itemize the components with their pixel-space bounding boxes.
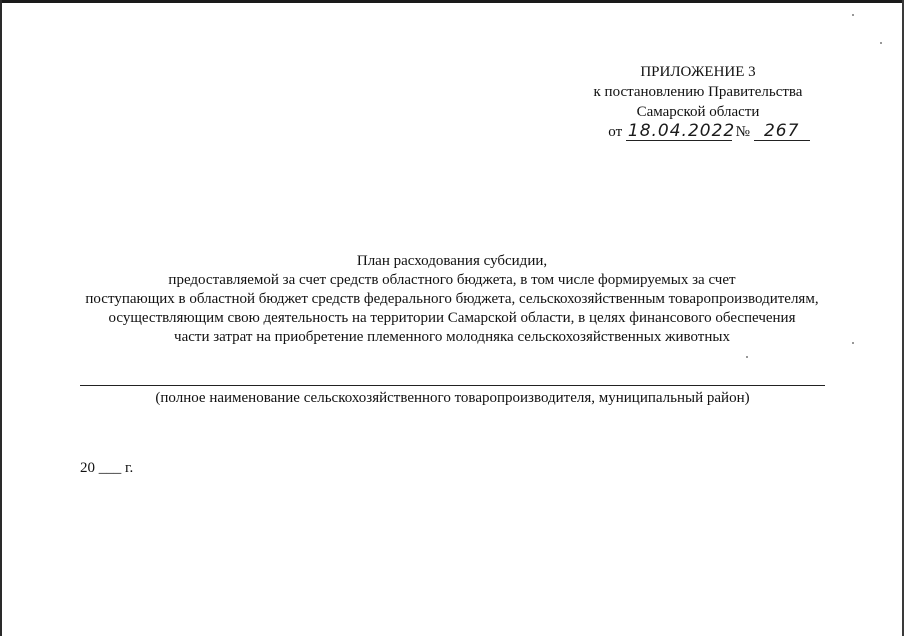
appendix-line-1: к постановлению Правительства — [593, 84, 803, 100]
plan-title-line-4: осуществляющим свою деятельность на территории Самарской области, в целях финансового обеспечения — [108, 310, 796, 326]
plan-title-line-3: поступающих в областной бюджет средств федерального бюджета, сельскохозяйственным товаропроизводителям, — [85, 291, 819, 307]
plan-title-line-1: План расходования субсидии, — [356, 253, 548, 269]
appendix-line-2: Самарской области — [636, 104, 760, 120]
scan-edge-top — [0, 0, 904, 3]
underline-caption: (полное наименование сельскохозяйственного товаропроизводителя, муниципальный район) — [155, 390, 750, 406]
handwritten-date: 18.04.2022 — [627, 121, 736, 141]
appendix-header — [560, 62, 836, 142]
date-prefix: от — [608, 124, 623, 140]
plan-title-line-5: части затрат на приобретение племенного молодняка сельскохозяйственных животных — [174, 329, 730, 345]
plan-title — [40, 252, 864, 347]
scan-speck — [880, 42, 882, 44]
handwritten-number: 267 — [754, 123, 810, 141]
scan-speck — [852, 342, 854, 344]
scan-speck — [746, 356, 748, 358]
scan-speck — [852, 14, 854, 16]
plan-title-line-2: предоставляемой за счет средств областного бюджета, в том числе формируемых за счет — [168, 272, 736, 288]
appendix-title: ПРИЛОЖЕНИЕ 3 — [640, 64, 756, 80]
appendix-date-line — [582, 122, 836, 142]
fill-in-underline — [80, 385, 825, 386]
number-sign: № — [735, 124, 750, 140]
scan-edge-left — [0, 0, 2, 636]
year-field: 20 ___ г. — [80, 460, 134, 476]
